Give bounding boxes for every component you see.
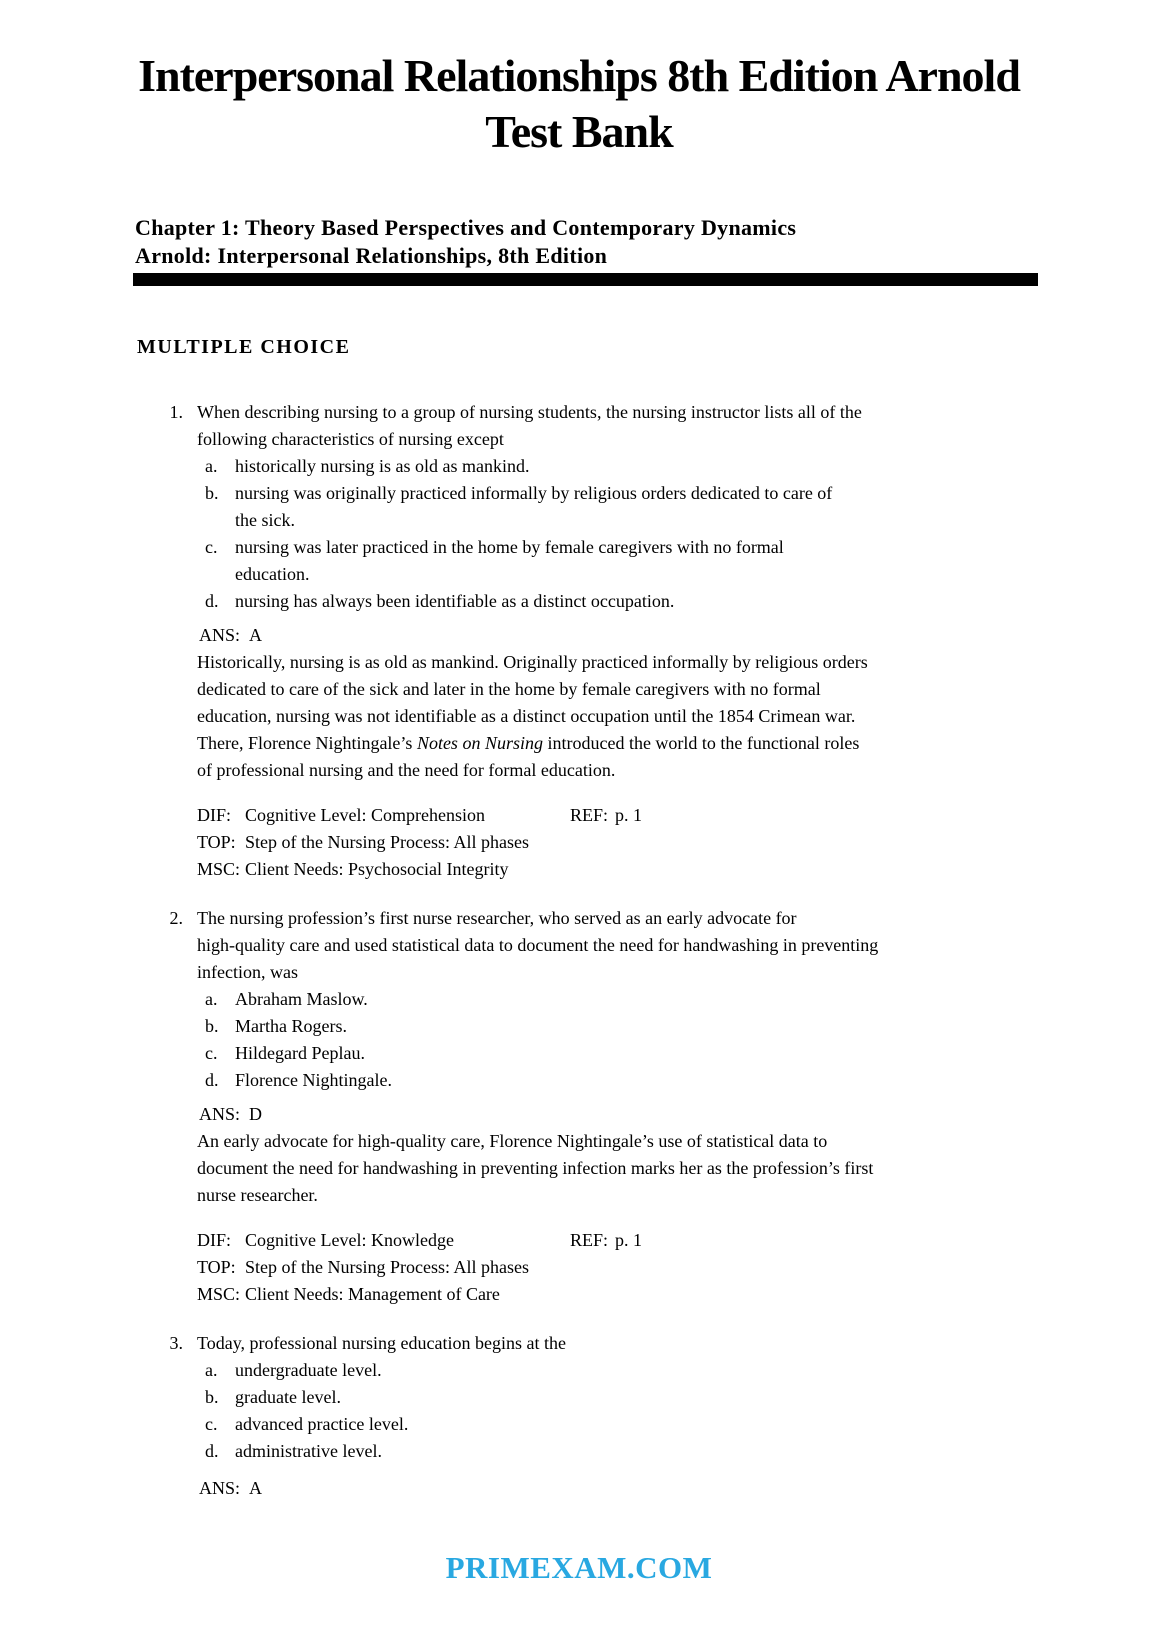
rationale-line: document the need for handwashing in preventing infection marks her as the profession’s first — [197, 1158, 874, 1178]
rationale-line: education, nursing was not identifiable as a distinct occupation until the 1854 Crimean war. — [197, 706, 856, 726]
option-text: Martha Rogers. — [235, 1016, 347, 1036]
answer-value: A — [249, 1478, 263, 1498]
rationale-line: nurse researcher. — [197, 1185, 318, 1205]
option-text: education. — [235, 564, 310, 584]
question-item — [135, 1330, 1027, 1502]
option-row — [205, 480, 1027, 534]
question-stem-line: infection, was — [197, 962, 298, 982]
option-list — [205, 453, 1027, 615]
meta-row-msc — [197, 1281, 1027, 1308]
option-text: administrative level. — [235, 1441, 382, 1461]
option-letter: b. — [205, 1016, 219, 1036]
option-text: nursing was later practiced in the home by female caregivers with no formal — [235, 537, 784, 557]
option-row — [205, 1384, 1027, 1411]
meta-row-dif — [197, 802, 1027, 829]
option-text: nursing was originally practiced informally by religious orders dedicated to care of — [235, 483, 833, 503]
option-row — [205, 986, 1027, 1013]
rationale-line: An early advocate for high-quality care, Florence Nightingale’s use of statistical data to — [197, 1131, 828, 1151]
dif-value: Cognitive Level: Knowledge — [245, 1230, 454, 1250]
option-letter: b. — [205, 483, 219, 503]
top-label: TOP: — [197, 1257, 236, 1277]
footer-link[interactable]: PRIMEXAM.COM — [445, 1550, 713, 1585]
top-value: Step of the Nursing Process: All phases — [245, 832, 529, 852]
option-text: nursing has always been identifiable as a distinct occupation. — [235, 591, 675, 611]
chapter-heading-line1: Chapter 1: Theory Based Perspectives and Contemporary Dynamics — [135, 215, 797, 240]
option-list — [205, 986, 1027, 1094]
ref-label: REF: — [570, 805, 609, 825]
meta-row-top — [197, 829, 1027, 856]
answer-label: ANS: — [199, 1478, 241, 1498]
horizontal-rule — [133, 273, 1038, 286]
answer-line — [199, 1101, 1027, 1128]
rationale-line: of professional nursing and the need for formal education. — [197, 760, 616, 780]
question-meta — [197, 1227, 1027, 1308]
ref-group — [570, 1227, 642, 1254]
top-value: Step of the Nursing Process: All phases — [245, 1257, 529, 1277]
question-number: 2. — [169, 908, 183, 928]
dif-value: Cognitive Level: Comprehension — [245, 805, 485, 825]
question-stem-line: When describing nursing to a group of nursing students, the nursing instructor lists all of the — [197, 402, 862, 422]
option-row — [205, 1357, 1027, 1384]
question-body — [197, 1330, 1027, 1502]
book-title-italic: Notes on Nursing — [416, 733, 543, 753]
option-letter: c. — [205, 1043, 218, 1063]
rationale — [197, 649, 1027, 784]
option-row — [205, 1438, 1027, 1465]
option-text: the sick. — [235, 510, 295, 530]
ref-value: p. 1 — [615, 1230, 643, 1250]
question-item — [135, 905, 1027, 1308]
question-body — [197, 399, 1027, 883]
option-text: graduate level. — [235, 1387, 341, 1407]
question-stem-line: following characteristics of nursing except — [197, 429, 504, 449]
option-row — [205, 1067, 1027, 1094]
option-list — [205, 1357, 1027, 1465]
meta-row-top — [197, 1254, 1027, 1281]
ref-value: p. 1 — [615, 805, 643, 825]
option-letter: a. — [205, 1360, 218, 1380]
answer-line — [199, 1475, 1027, 1502]
answer-value: A — [249, 625, 263, 645]
footer-watermark — [0, 1550, 1158, 1586]
rationale-line: There, Florence Nightingale’s Notes on Nursing introduced the world to the functional roles — [197, 733, 860, 753]
option-row — [205, 588, 1027, 615]
option-row — [205, 1411, 1027, 1438]
top-label: TOP: — [197, 832, 236, 852]
msc-value: Client Needs: Psychosocial Integrity — [245, 859, 509, 879]
option-text: undergraduate level. — [235, 1360, 382, 1380]
question-stem-line: The nursing profession’s first nurse researcher, who served as an early advocate for — [197, 908, 797, 928]
dif-label: DIF: — [197, 805, 232, 825]
option-text: historically nursing is as old as mankind. — [235, 456, 530, 476]
option-text: Hildegard Peplau. — [235, 1043, 365, 1063]
document-title-line2: Test Bank — [485, 106, 673, 157]
rationale-line: Historically, nursing is as old as mankind. Originally practiced informally by religious orders — [197, 652, 868, 672]
answer-value: D — [249, 1104, 263, 1124]
meta-row-msc — [197, 856, 1027, 883]
question-number: 1. — [169, 402, 183, 422]
option-letter: b. — [205, 1387, 219, 1407]
option-letter: d. — [205, 591, 219, 611]
question-body — [197, 905, 1027, 1308]
question-meta — [197, 802, 1027, 883]
option-letter: c. — [205, 1414, 218, 1434]
msc-value: Client Needs: Management of Care — [245, 1284, 500, 1304]
option-row — [205, 453, 1027, 480]
document-title — [0, 0, 1158, 160]
answer-label: ANS: — [199, 625, 241, 645]
answer-label: ANS: — [199, 1104, 241, 1124]
rationale-line: dedicated to care of the sick and later in the home by female caregivers with no formal — [197, 679, 821, 699]
msc-label: MSC: — [197, 859, 241, 879]
option-text: Florence Nightingale. — [235, 1070, 392, 1090]
option-text: advanced practice level. — [235, 1414, 409, 1434]
msc-label: MSC: — [197, 1284, 241, 1304]
question-item — [135, 399, 1027, 883]
question-stem-line: high-quality care and used statistical data to document the need for handwashing in preventing — [197, 935, 879, 955]
option-letter: a. — [205, 989, 218, 1009]
rationale — [197, 1128, 1027, 1209]
question-number: 3. — [169, 1333, 183, 1353]
document-title-line1: Interpersonal Relationships 8th Edition Arnold — [138, 50, 1020, 101]
ref-label: REF: — [570, 1230, 609, 1250]
chapter-heading — [135, 214, 1158, 270]
option-row — [205, 1013, 1027, 1040]
option-letter: d. — [205, 1070, 219, 1090]
meta-row-dif — [197, 1227, 1027, 1254]
option-letter: a. — [205, 456, 218, 476]
question-list — [135, 399, 1027, 1502]
section-heading: MULTIPLE CHOICE — [137, 336, 351, 358]
option-letter: d. — [205, 1441, 219, 1461]
option-row — [205, 1040, 1027, 1067]
option-letter: c. — [205, 537, 218, 557]
dif-label: DIF: — [197, 1230, 232, 1250]
ref-group — [570, 802, 642, 829]
option-row — [205, 534, 1027, 588]
answer-line — [199, 622, 1027, 649]
question-stem-line: Today, professional nursing education begins at the — [197, 1333, 566, 1353]
chapter-heading-line2: Arnold: Interpersonal Relationships, 8th Edition — [135, 243, 608, 268]
option-text: Abraham Maslow. — [235, 989, 368, 1009]
